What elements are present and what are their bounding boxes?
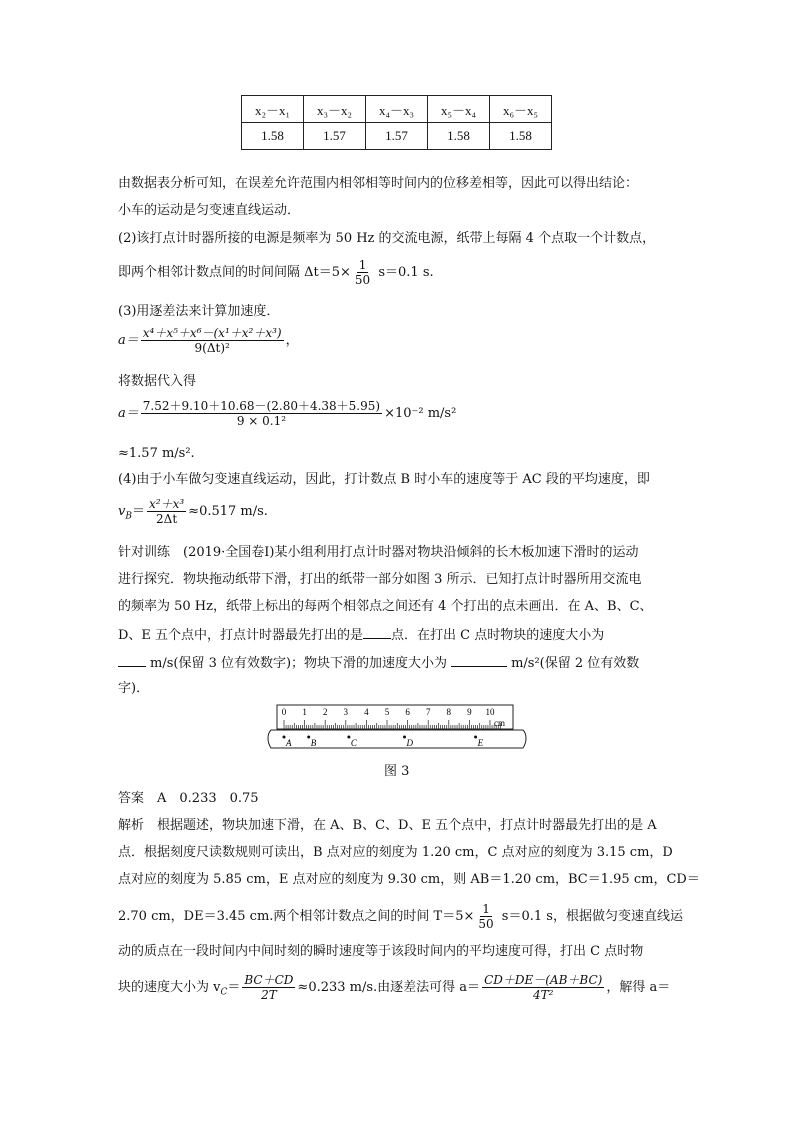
numerator: BC＋CD xyxy=(244,973,294,987)
ruler-tick-label: 10 xyxy=(485,707,495,717)
text-segment: ×10⁻² m/s² xyxy=(384,406,457,421)
ruler-tick-label: 7 xyxy=(425,707,431,717)
fraction xyxy=(353,258,372,287)
paragraph-line: (2)该打点计时器所接的电源是频率为 50 Hz 的交流电源，纸带上每隔 4 个点取一个计数点， xyxy=(118,231,656,246)
substitution-formula xyxy=(118,399,456,428)
denominator: 50 xyxy=(478,917,494,931)
text-segment: 点．在打出 C 点时物块的速度大小为 xyxy=(391,628,605,643)
numerator: x²＋x³ xyxy=(149,497,185,511)
table-cell: 1.58 xyxy=(490,123,552,150)
question-line: 针对训练 (2019·全国卷Ⅰ)某小组利用打点计时器对物块沿倾斜的长木板加速下滑时的运动 xyxy=(118,545,639,560)
table-header-cell: x₂－x₁ xyxy=(242,96,304,123)
text-segment: m/s²(保留 2 位有效数 xyxy=(511,656,640,671)
denominator: 2Δt xyxy=(156,512,178,526)
ruler-tick-label: 9 xyxy=(467,707,472,717)
text-segment: a＝ xyxy=(118,406,139,421)
question-line xyxy=(118,626,604,644)
answer-blank[interactable] xyxy=(451,654,507,667)
table-header-cell: x₅－x₄ xyxy=(428,96,490,123)
paper-tape xyxy=(268,730,526,748)
text-segment: D、E 五个点中，打点计时器最先打出的是 xyxy=(118,628,364,643)
fraction xyxy=(141,326,284,355)
question-line xyxy=(118,654,639,672)
numerator: 1 xyxy=(482,902,490,916)
paragraph-line: 小车的运动是匀变速直线运动． xyxy=(118,203,301,218)
ruler-tick-label: 1 xyxy=(302,707,307,717)
ruler-tick-label: 0 xyxy=(281,707,287,717)
text-segment: ≈0.233 m/s.由逐差法可得 a＝ xyxy=(297,980,481,995)
table-header-cell: x₄－x₃ xyxy=(366,96,428,123)
tape-point-label: A xyxy=(286,738,292,748)
ruler-tape-figure xyxy=(265,704,529,756)
text-segment: 2.70 cm，DE＝3.45 cm.两个相邻计数点之间的时间 T＝5× xyxy=(118,909,475,924)
text-segment: s＝0.1 s. xyxy=(374,265,434,280)
numerator: CD＋DE－(AB＋BC) xyxy=(484,973,603,987)
denominator: 2T xyxy=(261,988,277,1002)
solution-line: 点．根据刻度尺读数规则可读出，B 点对应的刻度为 1.20 cm，C 点对应的刻度为 3.15 cm，D xyxy=(118,845,673,860)
question-line: 进行探究．物块拖动纸带下滑，打出的纸带一部分如图 3 所示．已知打点计时器所用交流电 xyxy=(118,572,642,587)
ruler-tick-label: 8 xyxy=(446,707,452,717)
numerator: 1 xyxy=(358,258,367,272)
tape-point-label: C xyxy=(350,738,357,748)
text-segment: s＝0.1 s，根据做匀变速直线运 xyxy=(497,909,683,924)
table-header-cell: x₃－x₂ xyxy=(304,96,366,123)
denominator: 50 xyxy=(354,273,371,287)
paragraph-line: ≈1.57 m/s². xyxy=(118,446,195,461)
denominator: 4T² xyxy=(532,988,554,1002)
solution-line: 解析 根据题述，物块加速下滑，在 A、B、C、D、E 五个点中，打点计时器最先打出的是 A xyxy=(118,818,657,833)
table-header-cell: x₆－x₅ xyxy=(490,96,552,123)
ruler-tick-label: 3 xyxy=(343,707,349,717)
tape-point-label: D xyxy=(406,738,414,748)
solution-line xyxy=(118,973,670,1002)
numerator: 7.52＋9.10＋10.68－(2.80＋4.38＋5.95) xyxy=(142,399,381,413)
solution-line: 点对应的刻度为 5.85 cm，E 点对应的刻度为 9.30 cm，则 AB＝1.20 cm，BC＝1.95 cm，CD＝ xyxy=(118,872,700,887)
ruler-tick-label: 6 xyxy=(405,707,410,717)
text-segment: a＝ xyxy=(118,333,139,348)
text-segment: ， xyxy=(285,333,299,348)
subscript: C xyxy=(220,987,228,998)
solution-line: 动的质点在一段时间内中间时刻的瞬时速度等于该段时间内的平均速度可得，打出 C 点时物 xyxy=(118,944,644,959)
text-segment: 块的速度大小为 v xyxy=(118,980,221,995)
table-cell: 1.58 xyxy=(428,123,490,150)
fraction xyxy=(242,973,295,1002)
ruler-tick-label: 4 xyxy=(364,707,369,717)
question-line: 字)． xyxy=(118,681,150,696)
table-header-row xyxy=(242,96,552,123)
table-cell: 1.57 xyxy=(304,123,366,150)
table-row xyxy=(242,123,552,150)
answer-blank[interactable] xyxy=(363,626,391,639)
ruler-unit-label: cm xyxy=(494,718,505,728)
text-segment: m/s(保留 3 位有效数字)；物块下滑的加速度大小为 xyxy=(150,656,448,671)
fraction xyxy=(482,973,604,1002)
tape-point-label: B xyxy=(310,738,317,748)
question-line: 的频率为 50 Hz，纸带上标出的每两个相邻点之间还有 4 个打出的点未画出．在 A、B、C、 xyxy=(118,599,653,614)
answer-line: 答案 A 0.233 0.75 xyxy=(118,791,259,806)
text-segment: v xyxy=(118,504,126,519)
paragraph-line: (3)用逐差法来计算加速度． xyxy=(118,304,280,319)
fraction xyxy=(147,497,186,526)
text-segment: ，解得 a＝ xyxy=(606,980,671,995)
fraction xyxy=(141,399,382,428)
text-segment: ＝ xyxy=(227,980,241,995)
numerator: x⁴＋x⁵＋x⁶－(x¹＋x²＋x³) xyxy=(142,326,282,340)
denominator: 9 × 0.1² xyxy=(236,414,287,428)
answer-blank[interactable] xyxy=(118,654,146,667)
time-interval-line xyxy=(118,258,434,287)
table-cell: 1.57 xyxy=(366,123,428,150)
text-segment: ＝ xyxy=(131,504,145,519)
text-segment: 即两个相邻计数点间的时间间隔 Δt＝5× xyxy=(118,265,351,280)
table-cell: 1.58 xyxy=(242,123,304,150)
ruler-tick-label: 5 xyxy=(384,707,390,717)
figure-caption: 图 3 xyxy=(384,764,410,779)
text-segment: ≈0.517 m/s. xyxy=(188,504,268,519)
velocity-formula xyxy=(118,497,268,526)
denominator: 9(Δt)² xyxy=(194,341,230,355)
paragraph-line: (4)由于小车做匀变速直线运动，因此，打计数点 B 时小车的速度等于 AC 段的平均速度，即 xyxy=(118,472,650,487)
paragraph-line: 由数据表分析可知，在误差允许范围内相邻相等时间内的位移差相等，因此可以得出结论： xyxy=(118,176,639,191)
solution-line xyxy=(118,902,683,931)
acceleration-formula xyxy=(118,326,299,355)
fraction xyxy=(476,902,495,931)
ruler-tick-label: 2 xyxy=(322,707,328,717)
difference-table xyxy=(241,95,552,150)
paragraph-line: 将数据代入得 xyxy=(118,374,197,389)
subscript: B xyxy=(125,511,132,522)
tape-point-label: E xyxy=(477,738,484,748)
